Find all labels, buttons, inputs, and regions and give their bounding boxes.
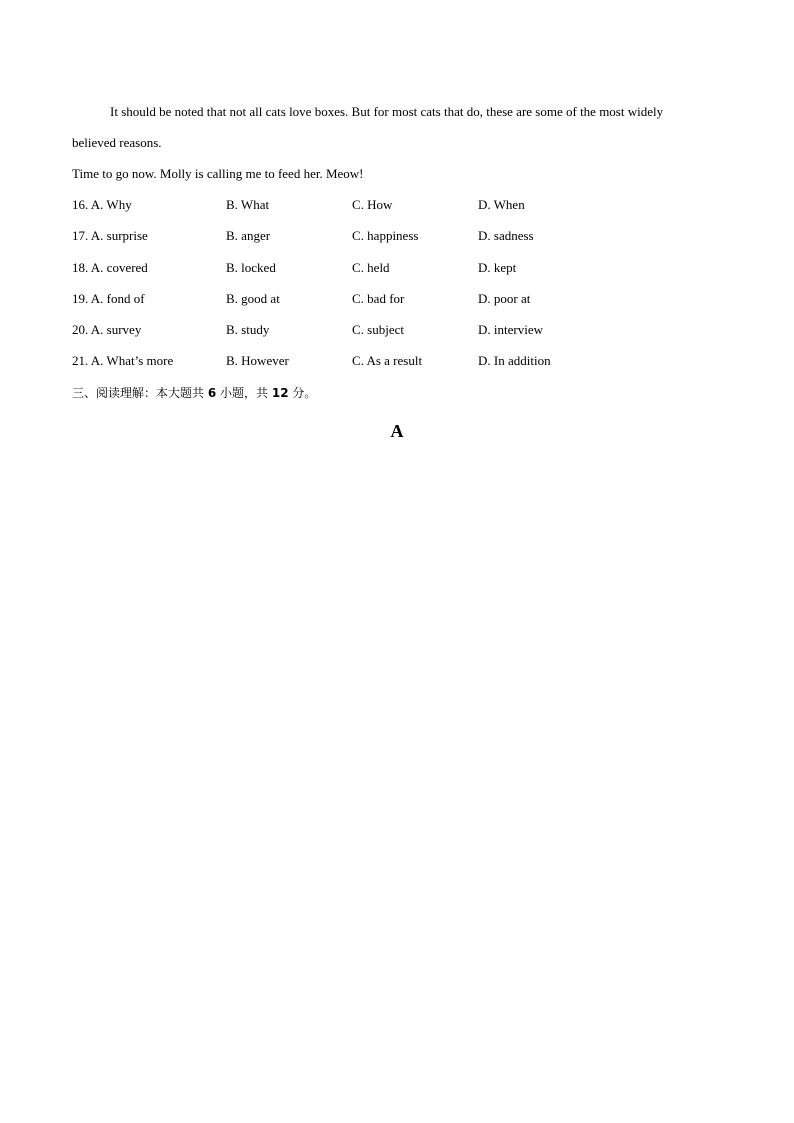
option-21-d: D. In addition [478,353,551,368]
option-19-c: C. bad for [352,291,405,306]
question-18-row [72,260,712,276]
section-heading-prefix: 三、阅读理解：本大题共 [72,386,205,400]
option-21-c: C. As a result [352,353,423,368]
option-17-d: D. sadness [478,228,534,243]
option-21-a: 21. A. What’s more [72,353,174,368]
option-19-a: 19. A. fond of [72,291,145,306]
option-20-d: D. interview [478,322,543,337]
passage-line-1: It should be noted that not all cats love boxes. But for most cats that do, these are some of the most widely [110,104,664,119]
option-19-b: B. good at [226,291,280,306]
option-18-b: B. locked [226,260,276,275]
option-19-d: D. poor at [478,291,531,306]
option-20-b: B. study [226,322,270,337]
option-17-a: 17. A. surprise [72,228,148,243]
passage-line-3: Time to go now. Molly is calling me to feed her. Meow! [72,166,364,181]
option-16-b: B. What [226,197,270,212]
passage-line-2: believed reasons. [72,135,162,150]
section-points: 12 [271,386,289,400]
question-21-row [72,353,712,369]
option-16-d: D. When [478,197,525,212]
option-18-d: D. kept [478,260,517,275]
question-16-row [72,197,712,213]
option-21-b: B. However [226,353,289,368]
section-heading-suffix: 分。 [292,386,317,400]
option-18-c: C. held [352,260,390,275]
section-question-count: 6 [207,386,217,400]
option-18-a: 18. A. covered [72,260,148,275]
question-20-row [72,322,712,338]
question-17-row [72,228,712,244]
section-heading [72,385,316,401]
option-17-c: C. happiness [352,228,419,243]
option-16-a: 16. A. Why [72,197,132,212]
option-17-b: B. anger [226,228,271,243]
passage-label: A [390,421,404,441]
option-20-a: 20. A. survey [72,322,142,337]
option-20-c: C. subject [352,322,404,337]
question-19-row [72,291,712,307]
section-heading-mid: 小题，共 [220,386,269,400]
option-16-c: C. How [352,197,393,212]
